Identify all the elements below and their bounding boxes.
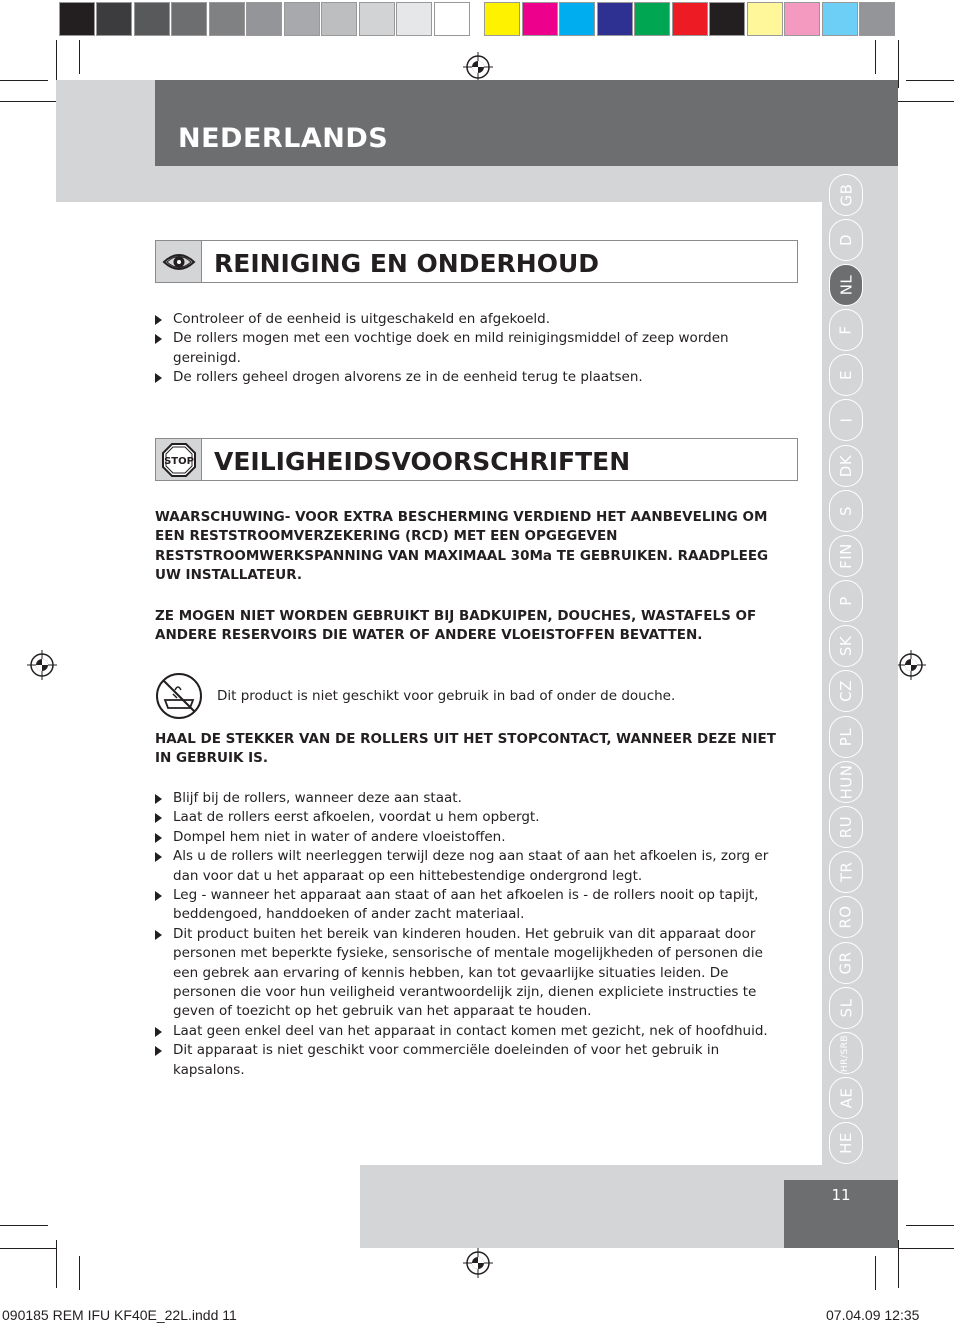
registration-mark-icon <box>27 650 57 680</box>
cleaning-section-header <box>155 240 798 283</box>
safety-section-header <box>155 438 798 481</box>
color-swatch <box>859 2 895 36</box>
color-swatch <box>434 2 470 36</box>
tab-label: HE <box>836 1132 855 1154</box>
crop-mark <box>898 101 954 102</box>
tab-label: GR <box>836 951 855 975</box>
page-title: NEDERLANDS <box>178 123 389 154</box>
tab-fin[interactable] <box>829 535 863 577</box>
color-swatch <box>359 2 395 36</box>
eye-icon <box>156 241 202 282</box>
tab-e[interactable] <box>829 354 863 396</box>
color-swatch <box>709 2 745 36</box>
list-item: Dit product buiten het bereik van kinderen houden. Het gebruik van dit apparaat door personen met beperkte fysieke, sensorische of mentale mogelijkheden of personen die een gebrek aan ervaring of kennis hebben, kan tot gevaarlijke situaties leiden. De personen die voor hun veiligheid verantwoordelijk zijn, dienen expliciete instructies te geven of toezicht op het gebruik van het apparaat te houden. <box>155 925 775 1022</box>
tab-pl[interactable] <box>829 716 863 758</box>
tab-label: TR <box>837 861 855 883</box>
tab-label: NL <box>836 274 855 296</box>
tab-d[interactable] <box>829 219 863 261</box>
crop-mark <box>0 80 48 81</box>
crop-mark <box>79 1256 80 1290</box>
footer-file-name: 090185 REM IFU KF40E_22L.indd 11 <box>2 1307 237 1323</box>
tab-i[interactable] <box>829 399 863 441</box>
color-swatch <box>747 2 783 36</box>
tab-label: SK <box>836 635 855 657</box>
tab-label: D <box>837 233 855 247</box>
footer-date: 07.04.09 12:35 <box>826 1307 920 1323</box>
color-swatch <box>321 2 357 36</box>
color-swatch <box>396 2 432 36</box>
tab-f[interactable] <box>829 309 863 351</box>
safety-list <box>155 789 775 1080</box>
list-item: De rollers geheel drogen alvorens ze in de eenheid terug te plaatsen. <box>155 368 775 387</box>
tab-label: HUN <box>837 764 856 800</box>
list-item: De rollers mogen met een vochtige doek en mild reinigingsmiddel of zeep worden gereinigd. <box>155 329 775 368</box>
tab-label: S <box>837 505 855 517</box>
crop-mark <box>79 40 80 74</box>
color-swatch <box>597 2 633 36</box>
tab-hun[interactable] <box>829 761 863 803</box>
registration-mark-icon <box>463 1248 493 1278</box>
tab-label: AE <box>837 1087 855 1109</box>
tab-label: RU <box>837 815 855 839</box>
tab-nl[interactable] <box>829 264 863 306</box>
tab-label: RO <box>836 905 855 929</box>
color-swatch <box>246 2 282 36</box>
crop-mark <box>906 1225 954 1226</box>
tab-label: DK <box>836 454 855 478</box>
tab-sk[interactable] <box>829 625 863 667</box>
registration-mark-icon <box>896 650 926 680</box>
warning-unplug: HAAL DE STEKKER VAN DE ROLLERS UIT HET STOPCONTACT, WANNEER DEZE NIET IN GEBRUIK IS. <box>155 731 776 767</box>
warning-water: ZE MOGEN NIET WORDEN GEBRUIKT BIJ BADKUIPEN, DOUCHES, WASTAFELS OF ANDERE RESERVOIRS DIE WATER OF ANDERE VLOEISTOFFEN BEVATTEN. <box>155 608 757 644</box>
tab-label: CZ <box>837 680 855 702</box>
color-swatch <box>784 2 820 36</box>
tab-label: PL <box>837 727 855 747</box>
list-item: Dit apparaat is niet geschikt voor commerciële doeleinden of voor het gebruik in kapsalons. <box>155 1041 775 1080</box>
list-item: Leg - wanneer het apparaat aan staat of aan het afkoelen is - de rollers nooit op tapijt, beddengoed, handdoeken of ander zacht materiaal. <box>155 886 775 925</box>
color-swatch <box>822 2 858 36</box>
tab-ru[interactable] <box>829 806 863 848</box>
list-item: Laat de rollers eerst afkoelen, voordat u hem opbergt. <box>155 808 775 827</box>
stop-icon <box>156 439 202 480</box>
section-title: REINIGING EN ONDERHOUD <box>214 249 600 278</box>
tab-dk[interactable] <box>829 445 863 487</box>
color-swatch <box>59 2 95 36</box>
bath-note: Dit product is niet geschikt voor gebruik in bad of onder de douche. <box>217 688 676 704</box>
color-swatch <box>96 2 132 36</box>
tab-gr[interactable] <box>829 942 863 984</box>
crop-mark <box>898 40 899 88</box>
crop-mark <box>906 80 954 81</box>
color-swatch <box>484 2 520 36</box>
cleaning-list <box>155 310 775 388</box>
color-swatch <box>559 2 595 36</box>
list-item: Als u de rollers wilt neerleggen terwijl deze nog aan staat of aan het afkoelen is, zorg er dan voor dat u het apparaat op een hittebestendige ondergrond legt. <box>155 847 775 886</box>
crop-mark <box>875 1256 876 1290</box>
tab-label: GB <box>836 183 855 207</box>
list-item: Laat geen enkel deel van het apparaat in contact komen met gezicht, nek of hoofdhuid. <box>155 1022 775 1041</box>
tab-p[interactable] <box>829 580 863 622</box>
crop-mark <box>875 40 876 74</box>
color-swatch <box>634 2 670 36</box>
tab-he[interactable] <box>829 1122 863 1164</box>
crop-mark <box>898 1248 954 1249</box>
tab-label: SL <box>836 998 855 1018</box>
tab-s[interactable] <box>829 490 863 532</box>
tab-gb[interactable] <box>829 174 863 216</box>
section-title: VEILIGHEIDSVOORSCHRIFTEN <box>214 447 631 476</box>
color-swatch <box>284 2 320 36</box>
tab-label: F <box>836 325 855 335</box>
list-item: Blijf bij de rollers, wanneer deze aan staat. <box>155 789 775 808</box>
registration-mark-icon <box>463 52 493 82</box>
tab-hr-srb[interactable] <box>829 1032 863 1074</box>
crop-mark <box>56 1240 57 1288</box>
list-item: Controleer of de eenheid is uitgeschakeld en afgekoeld. <box>155 310 775 329</box>
tab-sl[interactable] <box>829 987 863 1029</box>
crop-mark <box>0 1248 56 1249</box>
tab-ae[interactable] <box>829 1077 863 1119</box>
color-swatch <box>209 2 245 36</box>
tab-label: I <box>837 417 855 423</box>
warning-rcd: WAARSCHUWING- VOOR EXTRA BESCHERMING VERDIEND HET AANBEVELING OM EEN RESTSTROOMVERZEKERING (RCD) MET EEN OPGEGEVEN RESTSTROOMWERKSPANNING VAN MAXIMAAL 30Ma TE GEBRUIKEN. RAADPLEEG UW INSTALLATEUR. <box>155 509 769 584</box>
tab-label: P <box>836 596 855 606</box>
crop-mark <box>0 1225 48 1226</box>
color-swatch <box>171 2 207 36</box>
color-swatch <box>522 2 558 36</box>
tab-cz[interactable] <box>829 670 863 712</box>
tab-ro[interactable] <box>829 896 863 938</box>
tab-label: FIN <box>837 543 855 569</box>
no-bath-icon <box>155 672 203 720</box>
crop-mark <box>0 101 56 102</box>
list-item: Dompel hem niet in water of andere vloeistoffen. <box>155 828 775 847</box>
tab-label: E <box>836 370 855 380</box>
page-number: 11 <box>831 1186 851 1204</box>
tab-label: HR/SRB <box>840 1034 851 1072</box>
crop-mark <box>898 1240 899 1288</box>
stop-icon-label: STOP <box>163 455 194 467</box>
tab-tr[interactable] <box>829 851 863 893</box>
color-swatch <box>134 2 170 36</box>
color-swatch <box>672 2 708 36</box>
